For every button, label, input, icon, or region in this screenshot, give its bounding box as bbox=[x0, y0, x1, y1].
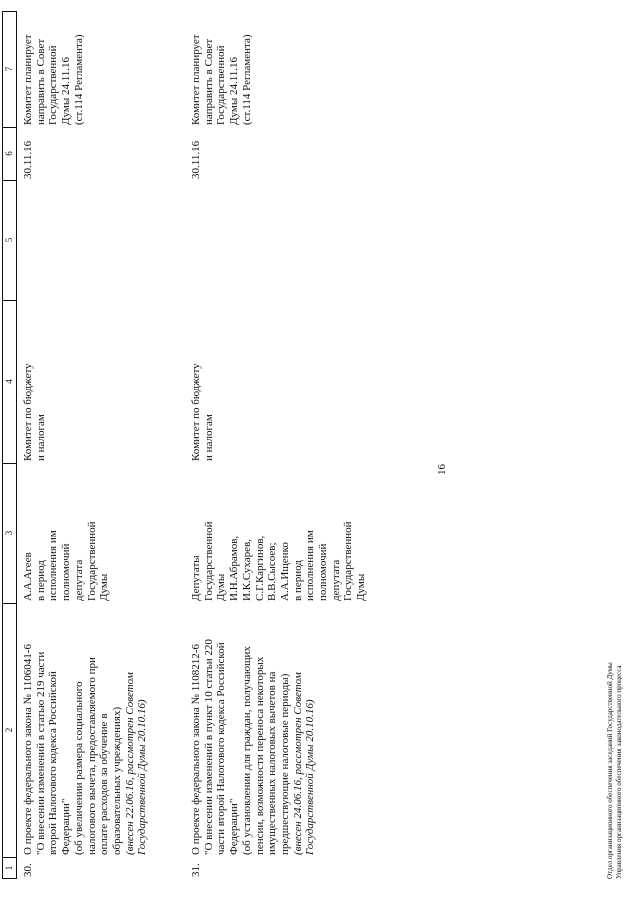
bill-note-line: Государственной Думы 20.10.16) bbox=[136, 699, 149, 855]
author-line: Депутаты bbox=[190, 555, 202, 601]
bill-title-line: "О внесении изменений в статью 219 части bbox=[34, 651, 47, 855]
responsible-committee bbox=[190, 302, 215, 461]
column-header-4: 4 bbox=[3, 300, 16, 464]
bill-authors bbox=[190, 465, 368, 601]
author-line: депутата bbox=[72, 559, 85, 601]
author-line: С.Г.Каргинов, bbox=[253, 535, 266, 601]
plan-line: Думы 24.11.16 bbox=[60, 56, 73, 125]
review-date: 30.11.16 bbox=[190, 140, 202, 179]
committee-line: Комитет по бюджету bbox=[22, 363, 34, 461]
author-line: полномочий bbox=[317, 543, 330, 601]
column-header-7: 7 bbox=[3, 11, 16, 128]
review-date: 30.11.16 bbox=[22, 140, 34, 179]
bill-title-line: пенсии, возможности переноса некоторых bbox=[253, 656, 266, 855]
plan-line: Думы 24.11.16 bbox=[228, 56, 241, 125]
bill-title-line: предшествующие налоговые периоды) bbox=[278, 673, 291, 855]
plan-line: направить в Совет bbox=[34, 38, 47, 125]
author-line: А.А.Агеев bbox=[22, 552, 34, 601]
bill-title-line: имущественных налоговых вычетов на bbox=[266, 671, 279, 855]
author-line: исполнения им bbox=[47, 530, 60, 601]
plan-line: (ст.114 Регламента) bbox=[72, 34, 85, 125]
author-line: Государственной bbox=[202, 521, 215, 601]
row-number: 30. bbox=[22, 863, 34, 877]
author-line: исполнения им bbox=[304, 530, 317, 601]
column-header-1: 1 bbox=[4, 865, 14, 871]
committee-plan bbox=[22, 13, 86, 125]
author-line: Думы bbox=[98, 573, 111, 601]
author-line: Государственной bbox=[85, 521, 98, 601]
bill-title-line: Федерации" bbox=[228, 798, 241, 855]
bill-title bbox=[22, 605, 149, 855]
bill-title-line: оплате расходов за обучение в bbox=[98, 713, 111, 855]
bill-note-line: (внесен 22.06.16, рассмотрен Советом bbox=[123, 672, 136, 855]
committee-plan bbox=[190, 13, 254, 125]
bill-title-line: О проекте федерального закона № 1108212-6 bbox=[190, 644, 202, 855]
bill-title-line: (об установлении для граждан, получающих bbox=[240, 646, 253, 855]
author-line: в период bbox=[34, 560, 47, 601]
responsible-committee bbox=[22, 302, 47, 461]
author-line: в период bbox=[291, 560, 304, 601]
bill-note-line: Государственной Думы 20.10.16) bbox=[304, 699, 317, 855]
committee-line: и налогам bbox=[202, 414, 215, 461]
column-header-2: 2 bbox=[3, 603, 16, 858]
author-line: В.В.Сысоев; bbox=[266, 542, 279, 601]
bill-title-line: Федерации" bbox=[60, 798, 73, 855]
author-line: депутата bbox=[329, 559, 342, 601]
bill-title-line: (об увеличении размера социального bbox=[72, 681, 85, 855]
author-line: Думы bbox=[215, 573, 228, 601]
bill-title-line: образовательных учреждениях) bbox=[110, 706, 123, 855]
author-line: И.К.Сухарев, bbox=[240, 539, 253, 601]
plan-line: Комитет планирует bbox=[22, 34, 34, 125]
plan-line: Государственной bbox=[47, 45, 60, 125]
column-header-6: 6 bbox=[3, 127, 16, 181]
author-line: Думы bbox=[355, 573, 368, 601]
bill-title-line: О проекте федерального закона № 1106041-6 bbox=[22, 644, 34, 855]
bill-title bbox=[190, 605, 317, 855]
bill-title-line: второй Налогового кодекса Российской bbox=[47, 671, 60, 855]
bill-title-line: части второй Налогового кодекса Российской bbox=[215, 642, 228, 855]
author-line: Государственной bbox=[342, 521, 355, 601]
bill-title-line: "О внесении изменений в пункт 10 статьи 220 bbox=[202, 639, 215, 855]
bill-note-line: (внесен 24.06.16, рассмотрен Советом bbox=[291, 672, 304, 855]
column-header-5: 5 bbox=[3, 180, 16, 301]
page-number: 16 bbox=[436, 464, 448, 475]
bill-authors bbox=[22, 465, 111, 601]
committee-line: Комитет по бюджету bbox=[190, 363, 202, 461]
committee-line: и налогам bbox=[34, 414, 47, 461]
plan-line: Государственной bbox=[215, 45, 228, 125]
page-footer bbox=[606, 662, 624, 879]
column-header-row bbox=[2, 11, 17, 879]
column-header-3: 3 bbox=[3, 463, 16, 604]
author-line: полномочий bbox=[60, 543, 73, 601]
plan-line: направить в Совет bbox=[202, 38, 215, 125]
plan-line: (ст.114 Регламента) bbox=[240, 34, 253, 125]
author-line: А.А.Ищенко bbox=[278, 542, 291, 601]
row-number: 31. bbox=[190, 863, 202, 877]
footer-line: Управления организационного обеспечения законодательного процесса bbox=[615, 665, 623, 879]
author-line: И.Н.Абрамов, bbox=[228, 535, 241, 601]
plan-line: Комитет планирует bbox=[190, 34, 202, 125]
bill-title-line: налогового вычета, предоставляемого при bbox=[85, 657, 98, 855]
footer-line: Отдел организационного обеспечения заседаний Государственной Думы bbox=[606, 662, 614, 879]
